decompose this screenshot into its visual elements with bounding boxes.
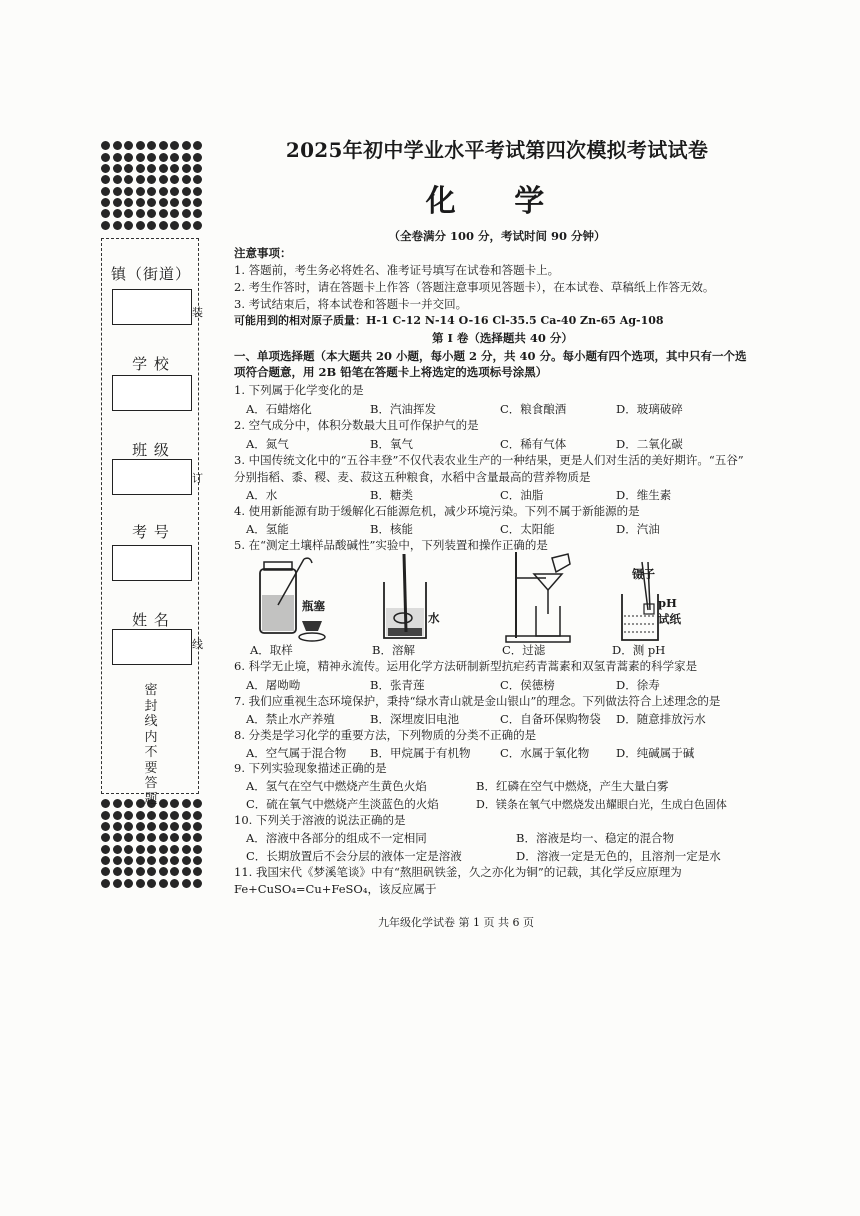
dot <box>101 164 110 173</box>
dot <box>113 845 122 854</box>
dot <box>147 867 156 876</box>
question-stem-cont: Fe+CuSO₄=Cu+FeSO₄，该反应属于 <box>234 882 437 896</box>
dot <box>136 822 145 831</box>
dot <box>159 833 168 842</box>
dot <box>170 221 179 230</box>
figure-dissolving-beaker <box>378 552 438 644</box>
question-option: A．禁止水产养殖 <box>246 712 335 726</box>
dot <box>170 833 179 842</box>
question-option: D．玻璃破碎 <box>616 402 683 416</box>
dot <box>101 141 110 150</box>
dot <box>147 879 156 888</box>
field-box-town[interactable] <box>112 289 192 325</box>
binding-strip <box>101 238 199 807</box>
dot <box>124 867 133 876</box>
question-option: B．溶解 <box>372 643 415 657</box>
question-option: C．水属于氧化物 <box>500 746 590 760</box>
dot <box>136 221 145 230</box>
dot <box>182 811 191 820</box>
dot <box>101 867 110 876</box>
field-box-school[interactable] <box>112 375 192 411</box>
question-option: D．二氧化碳 <box>616 437 683 451</box>
question-option: D．纯碱属于碱 <box>616 746 695 760</box>
dot <box>101 822 110 831</box>
dot <box>101 845 110 854</box>
dot <box>159 822 168 831</box>
dot <box>124 833 133 842</box>
dot <box>193 879 202 888</box>
dot <box>170 198 179 207</box>
dot <box>193 799 202 808</box>
side-mark-ding: 订 <box>192 472 203 485</box>
dot <box>101 879 110 888</box>
dot <box>159 175 168 184</box>
seal-notice: 密封线内不要答题 <box>144 683 158 807</box>
question-option: B．甲烷属于有机物 <box>370 746 471 760</box>
dot <box>136 209 145 218</box>
dot <box>113 867 122 876</box>
question-option: B．汽油挥发 <box>370 402 436 416</box>
side-mark-zhuang: 装 <box>192 306 203 319</box>
question-option: B．核能 <box>370 522 413 536</box>
dot <box>182 198 191 207</box>
side-mark-xian: 线 <box>192 638 203 651</box>
field-label-exam-number: 考 号 <box>132 523 170 541</box>
dot <box>136 164 145 173</box>
question-option: B．红磷在空气中燃烧，产生大量白雾 <box>476 779 669 793</box>
question-option: D．镁条在氧气中燃烧发出耀眼白光，生成白色固体 <box>476 798 727 811</box>
dot <box>182 164 191 173</box>
dot <box>101 856 110 865</box>
question-option: C．侯德榜 <box>500 678 555 692</box>
dot <box>159 141 168 150</box>
question-stem-cont: 分别指稻、黍、稷、麦、菽这五种粮食，水稻中含量最高的营养物质是 <box>234 470 591 484</box>
dot <box>147 164 156 173</box>
dot <box>159 856 168 865</box>
dot <box>182 799 191 808</box>
dot <box>113 833 122 842</box>
dot <box>159 209 168 218</box>
field-label-school: 学 校 <box>132 355 170 373</box>
dot <box>136 833 145 842</box>
dot <box>113 187 122 196</box>
dot <box>193 845 202 854</box>
question-option: A．溶液中各部分的组成不一定相同 <box>246 831 427 845</box>
dot <box>170 187 179 196</box>
dot <box>147 141 156 150</box>
question-option: A．氢气在空气中燃烧产生黄色火焰 <box>246 779 427 793</box>
dot <box>136 175 145 184</box>
question-option: B．溶液是均一、稳定的混合物 <box>516 831 674 845</box>
question-option: A．氢能 <box>246 522 289 536</box>
question-stem: 8. 分类是学习化学的重要方法，下列物质的分类不正确的是 <box>234 728 537 742</box>
question-stem: 4. 使用新能源有助于缓解化石能源危机，减少环境污染。下列不属于新能源的是 <box>234 504 640 518</box>
dot <box>147 187 156 196</box>
question-option: C．油脂 <box>500 488 544 502</box>
figure-label-stopper: 瓶塞 <box>302 599 325 613</box>
dot <box>182 879 191 888</box>
dot <box>147 833 156 842</box>
dot <box>101 187 110 196</box>
dot <box>136 198 145 207</box>
figure-filtration-setup <box>504 548 578 646</box>
question-option: A．屠呦呦 <box>246 678 301 692</box>
dot <box>193 164 202 173</box>
section-heading-line2: 项符合题意，用 2B 铅笔在答题卡上将选定的选项标号涂黑） <box>234 365 548 379</box>
dot <box>113 153 122 162</box>
dot <box>170 153 179 162</box>
question-option: D．溶液一定是无色的，且溶剂一定是水 <box>516 849 721 863</box>
dot <box>159 153 168 162</box>
figure-label-ph: pH <box>658 596 677 610</box>
dot <box>101 198 110 207</box>
dot <box>101 153 110 162</box>
dot <box>182 187 191 196</box>
dot <box>147 856 156 865</box>
question-option: C．硫在氧气中燃烧产生淡蓝色的火焰 <box>246 797 439 811</box>
dot <box>113 175 122 184</box>
dot <box>136 879 145 888</box>
dot <box>193 833 202 842</box>
dot <box>101 799 110 808</box>
question-option: D．测 pH <box>612 643 666 657</box>
dot <box>136 867 145 876</box>
field-label-class: 班 级 <box>132 441 170 459</box>
question-stem: 7. 我们应重视生态环境保护，秉持“绿水青山就是金山银山”的理念。下列做法符合上述理念的是 <box>234 694 721 708</box>
notice-item-1: 1. 答题前，考生务必将姓名、准考证号填写在试卷和答题卡上。 <box>234 263 560 277</box>
dot <box>136 141 145 150</box>
dot <box>193 856 202 865</box>
dot <box>136 845 145 854</box>
dot <box>193 187 202 196</box>
question-option: C．粮食酿酒 <box>500 402 567 416</box>
question-stem: 9. 下列实验现象描述正确的是 <box>234 761 387 775</box>
dot <box>159 879 168 888</box>
question-stem: 11. 我国宋代《梦溪笔谈》中有“熬胆矾铁釜，久之亦化为铜”的记载，其化学反应原理为 <box>234 865 682 879</box>
dot <box>124 164 133 173</box>
dot <box>147 845 156 854</box>
question-option: C．过滤 <box>502 643 546 657</box>
dot <box>182 141 191 150</box>
dot <box>159 221 168 230</box>
dot <box>193 209 202 218</box>
dot <box>182 153 191 162</box>
question-option: B．糖类 <box>370 488 413 502</box>
question-stem: 5. 在“测定土壤样品酸碱性”实验中，下列装置和操作正确的是 <box>234 538 548 552</box>
dot <box>193 175 202 184</box>
notice-item-2: 2. 考生作答时，请在答题卡上作答（答题注意事项见答题卡），在本试卷、草稿纸上作答无效。 <box>234 280 715 294</box>
exam-title: 2025年初中学业水平考试第四次模拟考试试卷 <box>285 138 709 162</box>
question-option: D．徐寿 <box>616 678 660 692</box>
figure-label-water: 水 <box>428 611 440 625</box>
dot <box>101 833 110 842</box>
dot <box>182 209 191 218</box>
dot <box>159 187 168 196</box>
dot <box>193 141 202 150</box>
dot <box>113 799 122 808</box>
question-option: D．维生素 <box>616 488 672 502</box>
dot <box>113 141 122 150</box>
dot <box>147 198 156 207</box>
dot <box>147 221 156 230</box>
notice-heading: 注意事项： <box>234 246 292 260</box>
field-label-name: 姓 名 <box>132 611 170 629</box>
dot <box>170 209 179 218</box>
question-option: A．取样 <box>250 643 293 657</box>
dot <box>124 879 133 888</box>
dot <box>182 221 191 230</box>
dot <box>113 221 122 230</box>
dot <box>170 811 179 820</box>
dot <box>124 811 133 820</box>
exam-info: （全卷满分 100 分，考试时间 90 分钟） <box>388 229 606 243</box>
dot <box>147 822 156 831</box>
dot <box>124 845 133 854</box>
subject-title: 化 学 <box>425 184 569 219</box>
page-footer: 九年级化学试卷 第 1 页 共 6 页 <box>378 916 534 929</box>
dot <box>113 879 122 888</box>
field-label-town: 镇（街道） <box>110 265 191 283</box>
dot <box>193 198 202 207</box>
dot <box>124 856 133 865</box>
dot <box>147 175 156 184</box>
dot <box>113 198 122 207</box>
atomic-masses: 可能用到的相对原子质量：H-1 C-12 N-14 O-16 Cl-35.5 Ca-40 Zn-65 Ag-108 <box>234 314 664 327</box>
dot <box>124 175 133 184</box>
dot <box>113 811 122 820</box>
dot <box>124 153 133 162</box>
dot <box>101 221 110 230</box>
dot <box>101 175 110 184</box>
question-option: C．太阳能 <box>500 522 555 536</box>
question-stem: 10. 下列关于溶液的说法正确的是 <box>234 813 406 827</box>
dot <box>170 175 179 184</box>
dot <box>113 164 122 173</box>
dot <box>170 845 179 854</box>
question-option: A．石蜡熔化 <box>246 402 312 416</box>
dot <box>113 822 122 831</box>
figure-label-tweezers: 镊子 <box>632 567 655 581</box>
dot <box>113 856 122 865</box>
dot <box>170 141 179 150</box>
dot <box>159 799 168 808</box>
figure-label-test-paper: 试纸 <box>658 612 681 626</box>
dot <box>170 799 179 808</box>
dot <box>182 867 191 876</box>
dot <box>170 164 179 173</box>
dot <box>136 187 145 196</box>
dot <box>182 822 191 831</box>
dot <box>182 833 191 842</box>
dot <box>182 845 191 854</box>
question-option: C．稀有气体 <box>500 437 567 451</box>
dot <box>124 209 133 218</box>
dot <box>101 209 110 218</box>
question-option: B．氧气 <box>370 437 413 451</box>
dot <box>113 209 122 218</box>
dot <box>124 799 133 808</box>
question-option: B．深埋废旧电池 <box>370 712 459 726</box>
field-box-class[interactable] <box>112 459 192 495</box>
field-box-exam-number[interactable] <box>112 545 192 581</box>
question-option: D．汽油 <box>616 522 660 536</box>
field-box-name[interactable] <box>112 629 192 665</box>
decorative-dot-grid-bottom <box>100 798 204 889</box>
dot <box>136 153 145 162</box>
dot <box>124 141 133 150</box>
dot <box>193 867 202 876</box>
dot <box>124 822 133 831</box>
question-option: A．水 <box>246 488 278 502</box>
dot <box>124 187 133 196</box>
question-stem: 3. 中国传统文化中的“五谷丰登”不仅代表农业生产的一种结果，更是人们对生活的美好期许。“五谷” <box>234 453 744 467</box>
question-option: B．张青莲 <box>370 678 425 692</box>
dot <box>101 811 110 820</box>
decorative-dot-grid-top <box>100 140 204 231</box>
dot <box>124 198 133 207</box>
dot <box>159 845 168 854</box>
dot <box>136 856 145 865</box>
question-stem: 6. 科学无止境，精神永流传。运用化学方法研制新型抗疟药青蒿素和双氢青蒿素的科学家是 <box>234 659 698 673</box>
dot <box>147 811 156 820</box>
dot <box>170 867 179 876</box>
dot <box>159 811 168 820</box>
dot <box>193 811 202 820</box>
dot <box>193 221 202 230</box>
question-option: C．自备环保购物袋 <box>500 712 601 726</box>
question-option: D．随意排放污水 <box>616 712 706 726</box>
notice-item-3: 3. 考试结束后，将本试卷和答题卡一并交回。 <box>234 297 468 311</box>
volume-heading: 第 I 卷（选择题共 40 分） <box>432 331 573 345</box>
question-option: A．空气属于混合物 <box>246 746 347 760</box>
dot <box>170 879 179 888</box>
question-option: C．长期放置后不会分层的液体一定是溶液 <box>246 849 462 863</box>
dot <box>182 856 191 865</box>
question-stem: 1. 下列属于化学变化的是 <box>234 383 364 397</box>
question-stem: 2. 空气成分中，体积分数最大且可作保护气的是 <box>234 418 479 432</box>
dot <box>170 856 179 865</box>
dot <box>170 822 179 831</box>
section-heading-line1: 一、单项选择题（本大题共 20 小题，每小题 2 分，共 40 分。每小题有四个选项，其中只有一个选 <box>234 349 747 363</box>
dot <box>193 822 202 831</box>
dot <box>159 164 168 173</box>
dot <box>159 867 168 876</box>
dot <box>124 221 133 230</box>
dot <box>159 198 168 207</box>
dot <box>182 175 191 184</box>
dot <box>136 811 145 820</box>
question-option: A．氮气 <box>246 437 289 451</box>
dot <box>193 153 202 162</box>
dot <box>147 209 156 218</box>
dot <box>147 153 156 162</box>
